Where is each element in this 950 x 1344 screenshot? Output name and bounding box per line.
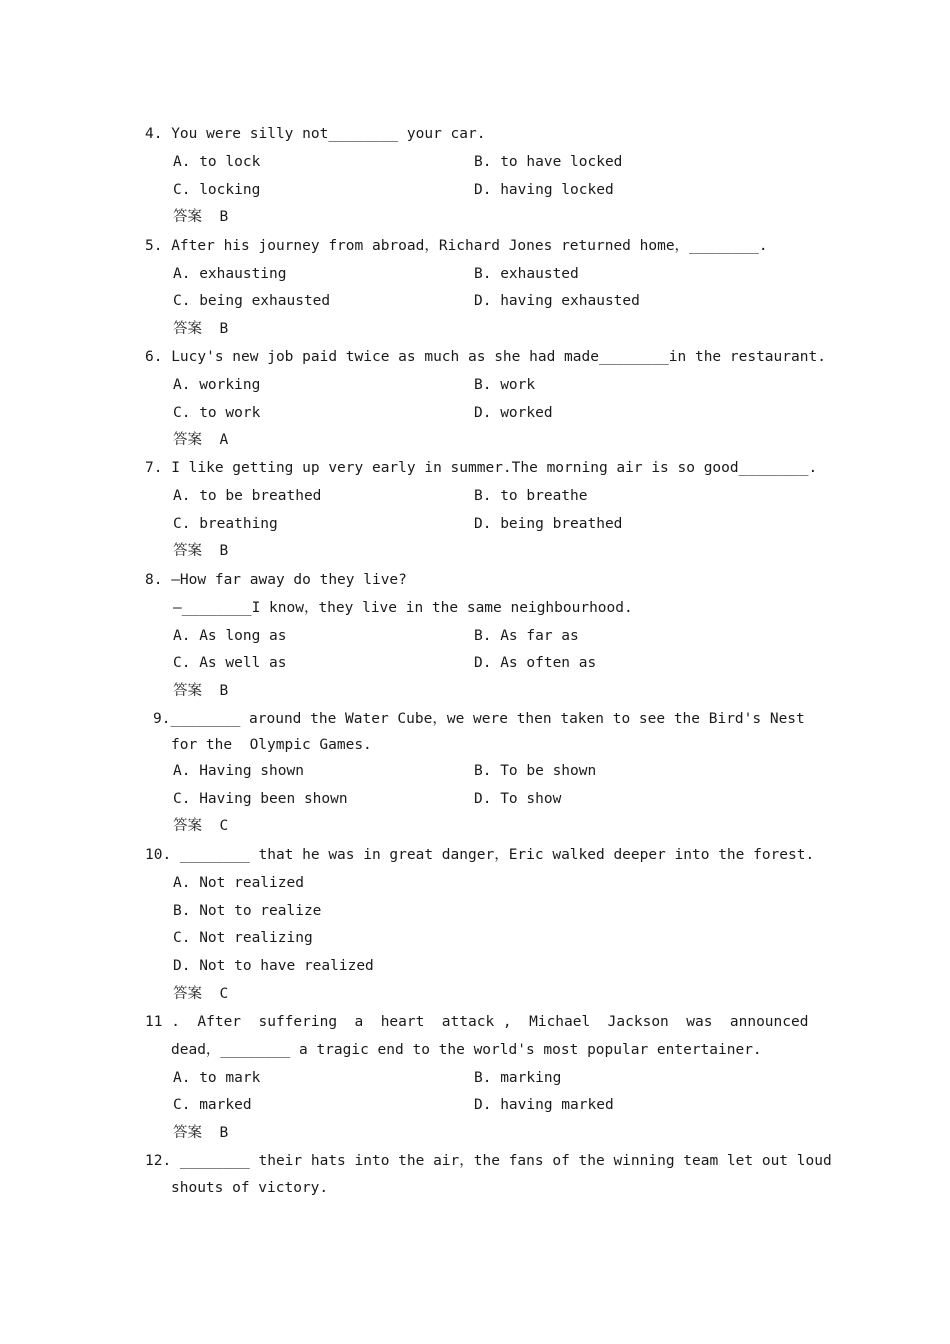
question-5-option-c: C. being exhausted <box>173 293 331 309</box>
question-8-stem-continuation: —________I know，they live in the same neighbourhood. <box>173 600 633 616</box>
question-6-answer: 答案 A <box>173 432 229 448</box>
question-9-stem: 9.________ around the Water Cube，we were then taken to see the Bird's Nest <box>153 711 805 727</box>
question-7-option-d: D. being breathed <box>474 516 623 532</box>
question-7-option-c: C. breathing <box>173 516 278 532</box>
question-10-stem: 10. ________ that he was in great danger，Eric walked deeper into the forest. <box>145 847 815 863</box>
question-10-option-b: B. Not to realize <box>173 903 322 919</box>
question-11-answer: 答案 B <box>173 1125 229 1141</box>
question-4-option-b: B. to have locked <box>474 154 623 170</box>
question-10-option-a: A. Not realized <box>173 875 304 891</box>
question-9-option-d: D. To show <box>474 791 562 807</box>
question-11-stem-continuation: dead，________ a tragic end to the world's most popular entertainer. <box>171 1042 762 1058</box>
question-6-option-a: A. working <box>173 377 261 393</box>
question-9-answer: 答案 C <box>173 818 229 834</box>
question-5-option-b: B. exhausted <box>474 266 579 282</box>
question-8-option-a: A. As long as <box>173 628 287 644</box>
question-9-option-a: A. Having shown <box>173 763 304 779</box>
question-10-option-d: D. Not to have realized <box>173 958 374 974</box>
question-11-option-a: A. to mark <box>173 1070 261 1086</box>
question-4-option-c: C. locking <box>173 182 261 198</box>
question-8-option-b: B. As far as <box>474 628 579 644</box>
question-11-stem: 11 . After suffering a heart attack , Michael Jackson was announced <box>145 1014 809 1030</box>
question-8-option-d: D. As often as <box>474 655 597 671</box>
question-12-stem-continuation: shouts of victory. <box>171 1180 329 1196</box>
question-5-answer: 答案 B <box>173 321 229 337</box>
question-7-option-b: B. to breathe <box>474 488 588 504</box>
question-7-answer: 答案 B <box>173 543 229 559</box>
question-8-stem: 8. —How far away do they live? <box>145 572 407 588</box>
question-11-option-d: D. having marked <box>474 1097 614 1113</box>
question-10-answer: 答案 C <box>173 986 229 1002</box>
question-10-option-c: C. Not realizing <box>173 930 313 946</box>
question-6-option-d: D. worked <box>474 405 553 421</box>
question-6-option-b: B. work <box>474 377 536 393</box>
question-6-stem: 6. Lucy's new job paid twice as much as she had made________in the restaurant. <box>145 349 826 365</box>
question-4-option-a: A. to lock <box>173 154 261 170</box>
question-9-stem-continuation: for the Olympic Games. <box>171 737 372 753</box>
question-11-option-c: C. marked <box>173 1097 252 1113</box>
question-12-stem: 12. ________ their hats into the air，the fans of the winning team let out loud <box>145 1153 832 1169</box>
question-5-stem: 5. After his journey from abroad，Richard Jones returned home，________. <box>145 238 768 254</box>
question-5-option-d: D. having exhausted <box>474 293 640 309</box>
question-7-stem: 7. I like getting up very early in summer.The morning air is so good________. <box>145 460 818 476</box>
question-8-answer: 答案 B <box>173 683 229 699</box>
question-4-answer: 答案 B <box>173 209 229 225</box>
question-8-option-c: C. As well as <box>173 655 287 671</box>
question-11-option-b: B. marking <box>474 1070 562 1086</box>
question-4-stem: 4. You were silly not________ your car. <box>145 126 486 142</box>
question-5-option-a: A. exhausting <box>173 266 287 282</box>
question-9-option-c: C. Having been shown <box>173 791 348 807</box>
question-9-option-b: B. To be shown <box>474 763 597 779</box>
question-6-option-c: C. to work <box>173 405 261 421</box>
question-4-option-d: D. having locked <box>474 182 614 198</box>
question-7-option-a: A. to be breathed <box>173 488 322 504</box>
